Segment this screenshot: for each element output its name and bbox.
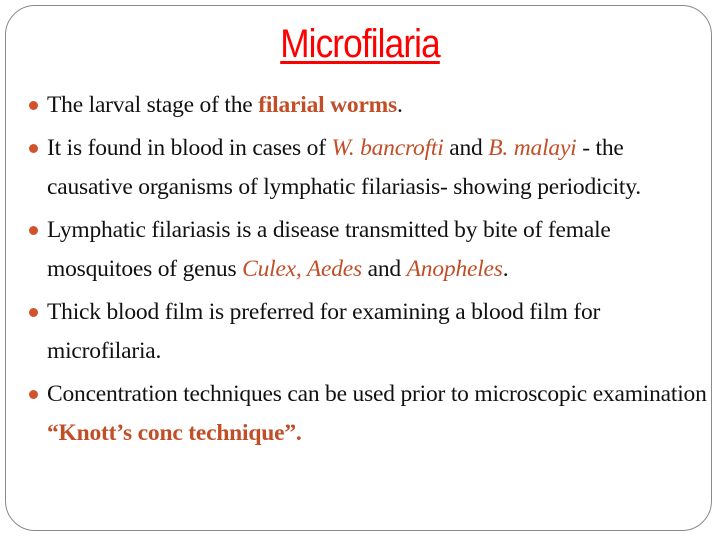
emphasis-w-bancrofti: W. bancrofti bbox=[331, 135, 444, 161]
bullet-dot-icon bbox=[29, 390, 38, 399]
bullet-text: Lymphatic filariasis is a disease transmitted by bite of female mosquitoes of genus bbox=[47, 217, 611, 282]
bullet-list bbox=[28, 86, 708, 457]
bullet-transmission bbox=[28, 211, 708, 289]
bullet-found-in-blood bbox=[28, 129, 708, 207]
bullet-text: . bbox=[397, 92, 403, 118]
bullet-dot-icon bbox=[29, 226, 38, 235]
bullet-text: Thick blood film is preferred for examining a blood film for microfilaria. bbox=[47, 299, 601, 364]
bullet-text: and bbox=[361, 256, 407, 282]
bullet-dot-icon bbox=[29, 144, 38, 153]
slide-title: Microfilaria bbox=[280, 22, 440, 66]
emphasis-culex-aedes: Culex, Aedes bbox=[242, 256, 362, 282]
emphasis-knotts-technique: “Knott’s conc technique”. bbox=[47, 420, 302, 446]
bullet-text: Concentration techniques can be used prior to microscopic examination bbox=[47, 381, 707, 407]
emphasis-anopheles: Anopheles bbox=[406, 256, 503, 282]
emphasis-b-malayi: B. malayi bbox=[488, 135, 577, 161]
bullet-dot-icon bbox=[29, 101, 38, 110]
bullet-text: . bbox=[502, 256, 509, 282]
bullet-text: - the causative organisms of lymphatic filariasis- showing periodicity. bbox=[47, 135, 641, 200]
bullet-thick-blood-film bbox=[28, 293, 708, 371]
bullet-larval-stage bbox=[28, 86, 708, 125]
bullet-text: It is found in blood in cases of bbox=[47, 135, 332, 161]
bullet-text: and bbox=[443, 135, 489, 161]
bullet-dot-icon bbox=[29, 308, 38, 317]
bullet-concentration-techniques bbox=[28, 375, 708, 453]
emphasis-filarial-worms: filarial worms bbox=[258, 92, 398, 118]
bullet-text: The larval stage of the bbox=[47, 92, 259, 118]
